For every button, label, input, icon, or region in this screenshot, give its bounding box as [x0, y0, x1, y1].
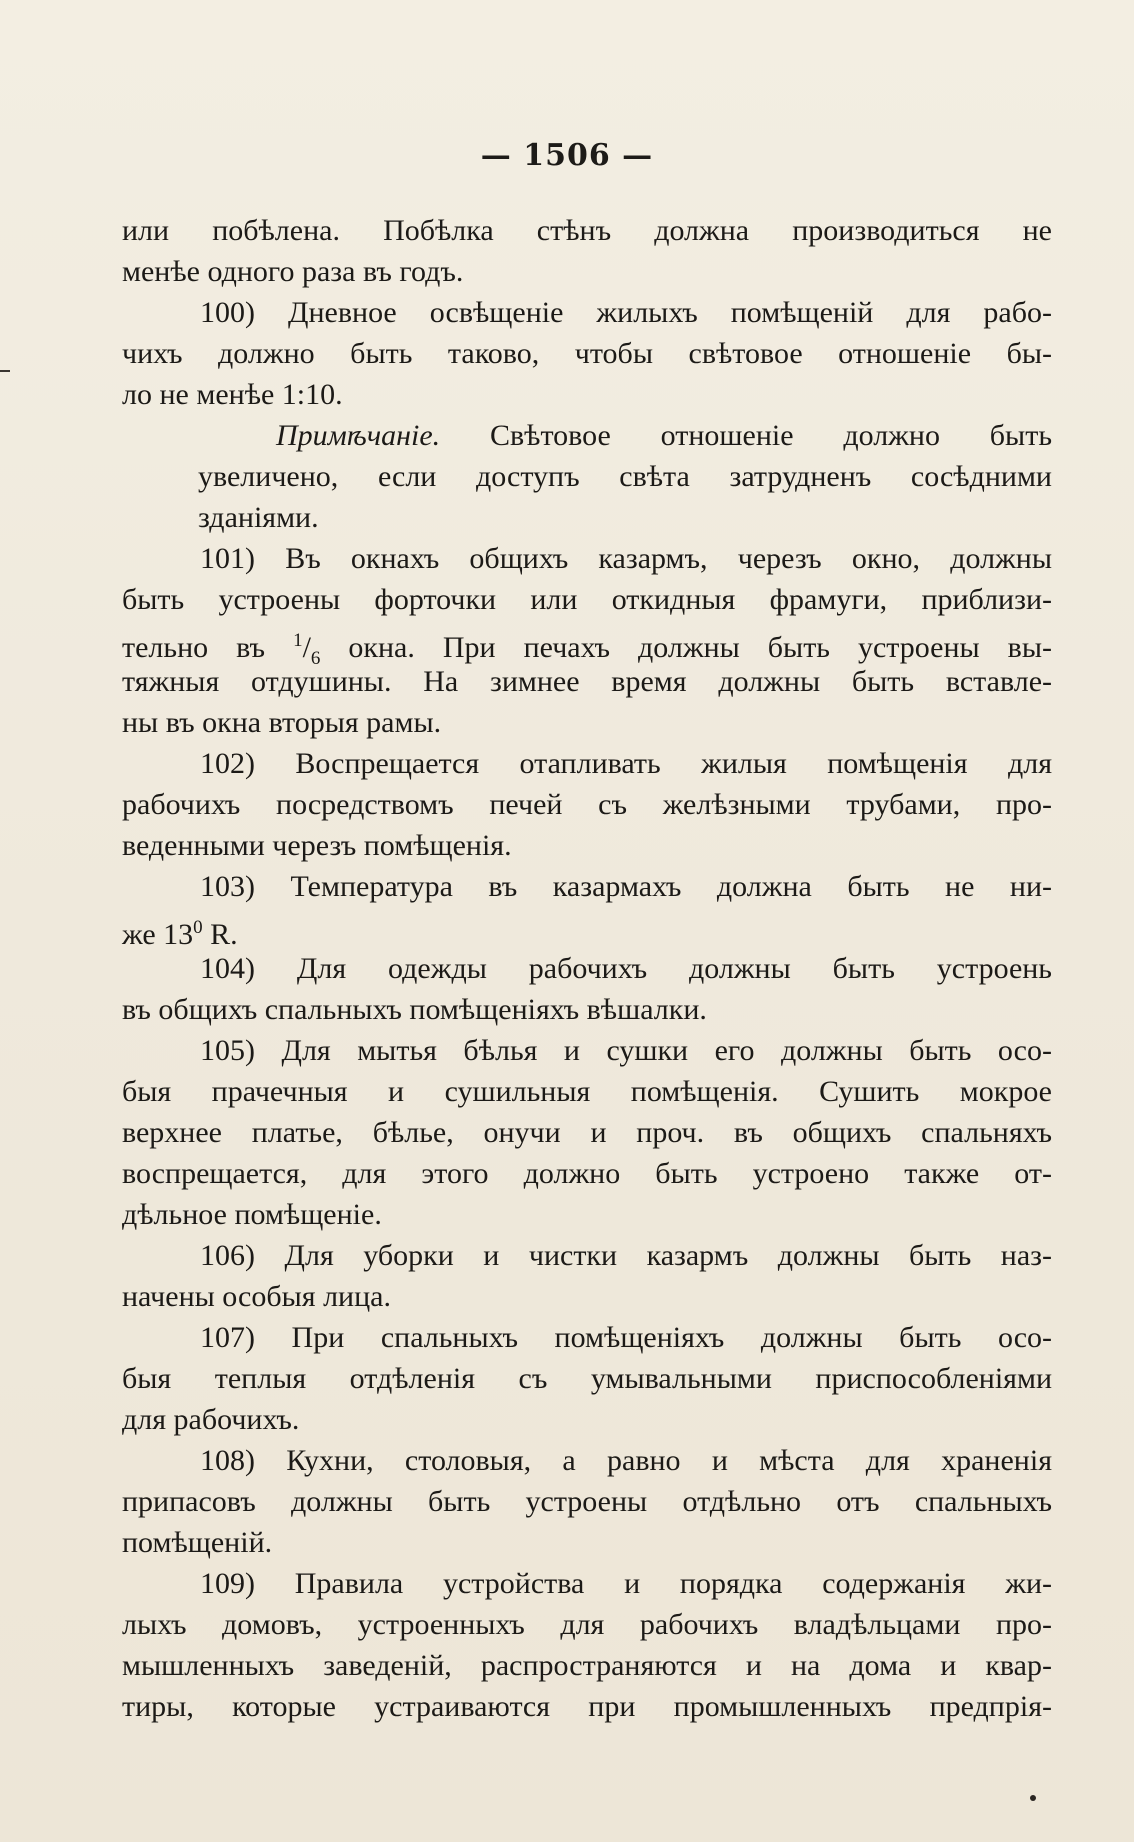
- margin-mark: [0, 370, 10, 372]
- text-span: R.: [202, 918, 238, 951]
- text-line: начены особыя лица.: [122, 1280, 391, 1313]
- text-line: помѣщеній.: [122, 1526, 273, 1559]
- text-line: дѣльное помѣщеніе.: [122, 1198, 382, 1231]
- text-line: ны въ окна вторыя рамы.: [122, 706, 442, 739]
- ink-speck: [1030, 1795, 1036, 1801]
- note-heading: Примѣчаніе.: [276, 419, 441, 452]
- article-107-start: 107) При спальныхъ помѣщеніяхъ должны быть осо-: [200, 1321, 1052, 1354]
- text-line: веденными черезъ помѣщенія.: [122, 829, 512, 862]
- text-span: же 13: [122, 918, 194, 951]
- text-line: тиры, которые устраиваются при промышленныхъ предпрія-: [122, 1690, 1052, 1723]
- article-104-start: 104) Для одежды рабочихъ должны быть устроень: [200, 952, 1052, 985]
- text-line: чихъ должно быть таково, чтобы свѣтовое отношеніе бы-: [122, 337, 1052, 370]
- article-108-start: 108) Кухни, столовыя, а равно и мѣста для храненія: [200, 1444, 1052, 1477]
- note-line: увеличено, если доступъ свѣта затрудненъ сосѣдними: [198, 460, 1052, 493]
- text-line: или побѣлена. Побѣлка стѣнъ должна производиться не: [122, 214, 1052, 247]
- text-line: верхнее платье, бѣлье, онучи и проч. въ общихъ спальняхъ: [122, 1116, 1052, 1149]
- article-100-start: 100) Дневное освѣщеніе жилыхъ помѣщеній для рабо-: [200, 296, 1052, 329]
- text-line: быя теплыя отдѣленія съ умывальными приспособленіями: [122, 1362, 1052, 1395]
- article-109-start: 109) Правила устройства и порядка содержанія жи-: [200, 1567, 1052, 1600]
- text-span: окна. При печахъ должны быть устроены вы-: [320, 631, 1052, 664]
- fraction-numerator: 1: [293, 630, 303, 651]
- note-text: Свѣтовое отношеніе должно быть: [440, 419, 1052, 452]
- fraction-denominator: 6: [310, 648, 321, 669]
- text-line: [122, 907, 1052, 951]
- text-line: воспрещается, для этого должно быть устроено также от-: [122, 1157, 1052, 1190]
- body-text: [122, 210, 1052, 1727]
- text-line: лыхъ домовъ, устроенныхъ для рабочихъ владѣльцами про-: [122, 1608, 1052, 1641]
- article-105-start: 105) Для мытья бѣлья и сушки его должны быть осо-: [200, 1034, 1052, 1067]
- text-line: тяжныя отдушины. На зимнее время должны быть вставле-: [122, 665, 1052, 698]
- article-101-start: 101) Въ окнахъ общихъ казармъ, черезъ окно, должны: [200, 542, 1052, 575]
- page-number: — 1506 —: [480, 138, 654, 173]
- article-103-start: 103) Температура въ казармахъ должна быть не ни-: [200, 870, 1052, 903]
- text-line: быя прачечныя и сушильныя помѣщенія. Сушить мокрое: [122, 1075, 1052, 1108]
- note-line: [198, 415, 1052, 456]
- text-line: быть устроены форточки или откидныя фрамуги, приблизи-: [122, 583, 1052, 616]
- note-line: зданіями.: [198, 501, 319, 534]
- article-102-start: 102) Воспрещается отапливать жилыя помѣщенія для: [200, 747, 1052, 780]
- degree-mark: 0: [193, 917, 203, 938]
- text-span: тельно въ: [122, 631, 294, 664]
- text-line: рабочихъ посредствомъ печей съ желѣзными трубами, про-: [122, 788, 1052, 821]
- text-line: припасовъ должны быть устроены отдѣльно отъ спальныхъ: [122, 1485, 1052, 1518]
- text-line: мышленныхъ заведеній, распространяются и на дома и квар-: [122, 1649, 1052, 1682]
- note-block: [122, 415, 1052, 538]
- text-line: [122, 620, 1052, 669]
- text-line: для рабочихъ.: [122, 1403, 300, 1436]
- text-line: менѣе одного раза въ годъ.: [122, 255, 464, 288]
- text-line: ло не менѣе 1:10.: [122, 378, 343, 411]
- article-106-start: 106) Для уборки и чистки казармъ должны быть наз-: [200, 1239, 1052, 1272]
- fraction-slash: /: [302, 631, 311, 664]
- text-line: въ общихъ спальныхъ помѣщеніяхъ вѣшалки.: [122, 993, 707, 1026]
